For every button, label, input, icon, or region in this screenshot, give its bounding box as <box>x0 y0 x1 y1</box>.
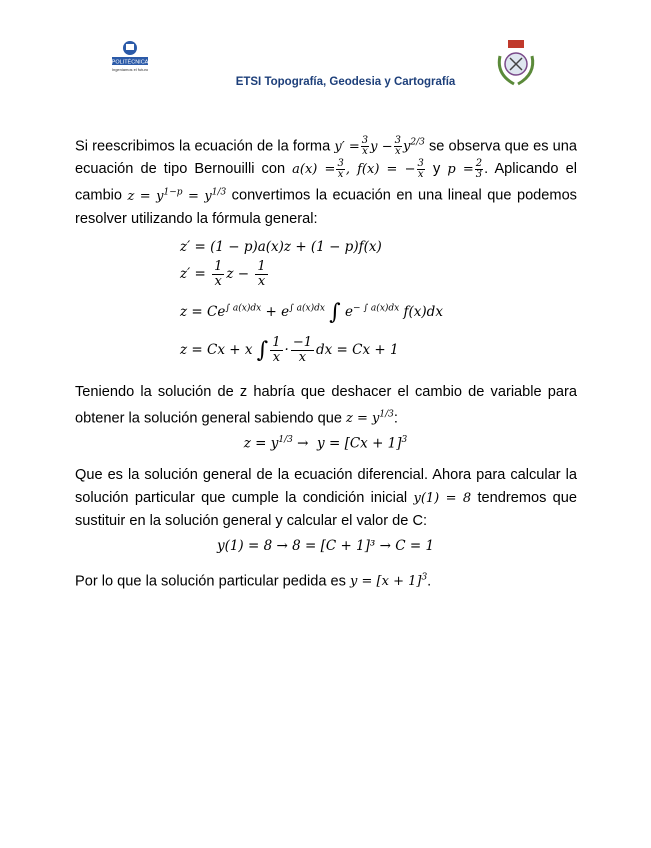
para4-text-1: Por lo que la solución particular pedida es <box>75 573 346 590</box>
upm-logo <box>100 40 160 70</box>
para2-text-1: Teniendo la solución de z habría que deshacer el cambio de variable para obtener la solución general sabiendo que <box>75 384 577 427</box>
equation-4: z = Cx + x ∫ $\frac{1}{x}$ · $\frac{-1}{x}$ dx = Cx + 1 <box>180 335 399 365</box>
para4-text-2: . <box>427 573 432 590</box>
equation-3: $z = Ce^{\int a(x)dx} + e^{\int a(x)dx}$ ∫ $e^{- \int a(x)dx}$ f(x)dx <box>180 300 443 325</box>
para3-text-1: Que es la solución general de la ecuación diferencial. Ahora para calcular la solución particular que cumple la condición inicial <box>75 467 577 506</box>
equation-5: $z = y^{1/3} \to y = [Cx + 1]^3$ <box>243 435 408 452</box>
paragraph-2: Teniendo la solución de z habría que deshacer el cambio de variable para obtener la solución general sabiendo que $z = y^{1/3}$: <box>75 384 577 427</box>
paragraph-3: Que es la solución general de la ecuación diferencial. Ahora para calcular la solución particular que cumple la condición inicial y(1) = 8 tendremos que sustituir en la solución general y calcular el valor de C: <box>75 467 578 529</box>
upm-logo-tagline: Ingeniamos el futuro <box>111 67 149 72</box>
paragraph-1: Si reescribimos la ecuación de la forma y′ = $\frac{3}{x}$ y − $\frac{3}{x}$ $y^{2/3}$ se observa que es una ecuación de tipo Bernouilli con a(x) = $\frac{3}{x}$ , f(x) = − $\frac{3}{x}$ y p = $\frac{2}{3}$ . Aplicando el cambio $z = y^{1-p} = y^{1/3}$ convertimos la ecuación en una lineal que podemos resolver utilizando la fórmula general: <box>75 134 577 227</box>
para1-text-3: y <box>432 161 441 178</box>
etsi-crest-logo <box>492 36 540 88</box>
para2-text-2: : <box>393 410 398 427</box>
para1-text-4: . Aplicando el cambio <box>75 161 577 204</box>
paragraph-4: Por lo que la solución particular pedida es $y = [x + 1]^3$. <box>75 573 432 590</box>
para1-text-1: Si reescribimos la ecuación de la forma <box>75 138 331 155</box>
equation-2: z′ = $\frac{1}{x}$ z − $\frac{1}{x}$ <box>180 259 266 289</box>
para3-text-2: tendremos que sustituir en la solución general y calcular el valor de C: <box>75 490 578 529</box>
equation-1: z′ = (1 − p)a(x)z + (1 − p)f(x) <box>180 239 382 255</box>
upm-logo-text: POLITÉCNICA <box>111 59 149 66</box>
institution-title: ETSI Topografía, Geodesia y Cartografía <box>235 76 456 88</box>
equation-6: y(1) = 8 → 8 = [C + 1]³ → C = 1 <box>216 538 435 554</box>
para1-text-5: convertimos la ecuación en una lineal que podemos resolver utilizando la fórmula general: <box>75 187 577 227</box>
para1-text-2: se observa que es una ecuación de tipo Bernouilli con <box>75 138 577 178</box>
